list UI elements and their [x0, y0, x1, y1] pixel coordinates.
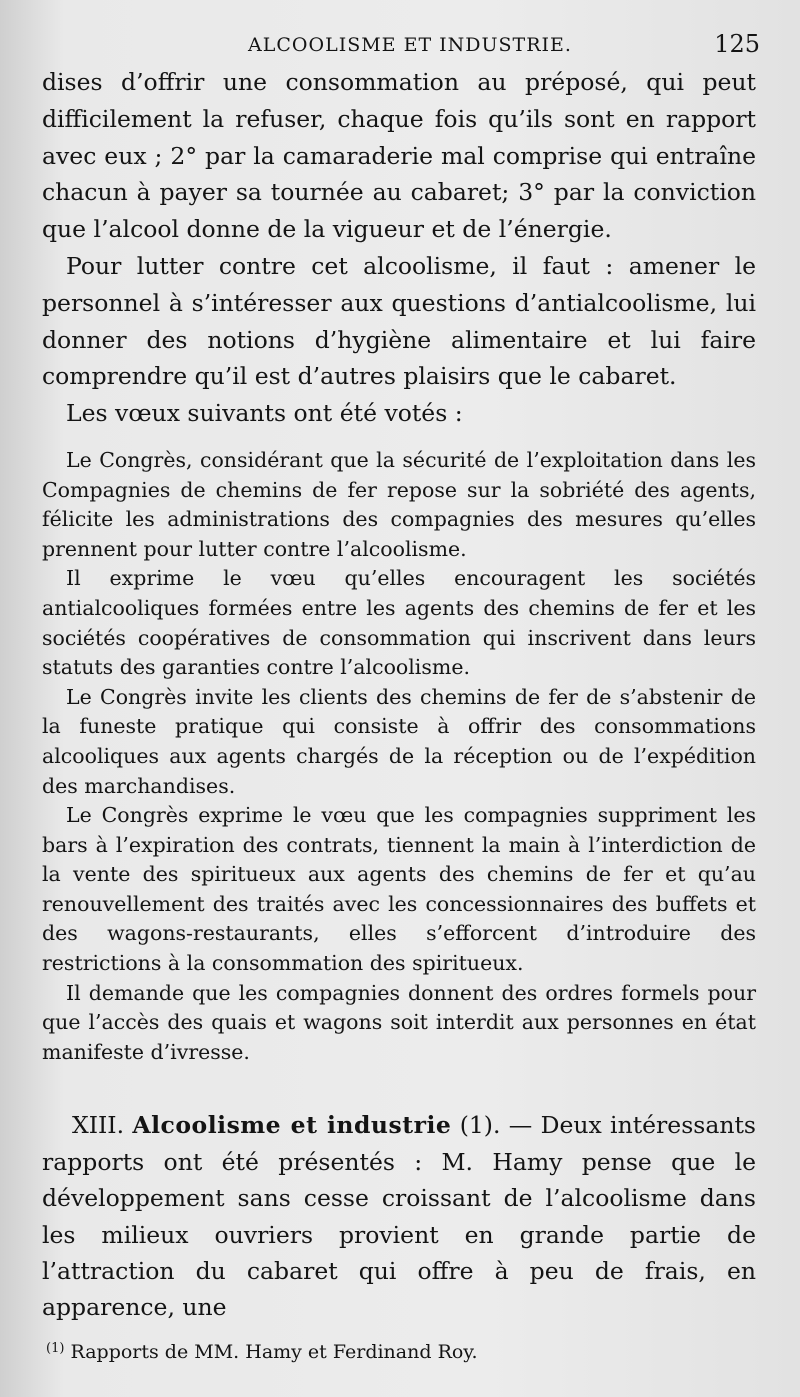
- section-xiii: [42, 1107, 756, 1325]
- resolution-item: Le Congrès, considérant que la sécurité de l’exploitation dans les Compagnies de chemins de fer repose sur la sobriété des agents, félicite les administrations des compagnies des mesures qu’elles prennent pour lutter contre l’alcoolisme.: [42, 447, 756, 561]
- resolution-item: Le Congrès invite les clients des chemins de fer de s’abstenir de la funeste pratique qui consiste à offrir des consommations alcooliques aux agents chargés de la réception ou de l’expédition des marchandises.: [42, 684, 756, 798]
- running-title: ALCOOLISME ET INDUSTRIE.: [248, 34, 572, 56]
- resolution-item: Le Congrès exprime le vœu que les compagnies suppriment les bars à l’expiration des contrats, tiennent la main à l’interdiction de la vente des spiritueux aux agents des chemins de fer et qu’au renouvellement des traités avec les concessionnaires des buffets et des wagons-restaurants, elles s’efforcent d’introduire des restrictions à la consommation des spiritueux.: [42, 803, 756, 976]
- main-text: [42, 64, 756, 432]
- section-paragraph: [42, 1107, 756, 1325]
- page-number: 125: [714, 30, 760, 58]
- resolution-item: Il demande que les compagnies donnent des ordres formels pour que l’accès des quais et wagons soit interdit aux personnes en état manifeste d’ivresse.: [42, 980, 756, 1064]
- footnote-reference: (1).: [459, 1111, 501, 1140]
- running-header: [42, 30, 760, 64]
- footnote-text: Rapports de MM. Hamy et Ferdinand Roy.: [70, 1340, 478, 1363]
- section-title: Alcoolisme et industrie: [132, 1111, 452, 1140]
- paragraph-lutter: Pour lutter contre cet alcoolisme, il faut : amener le personnel à s’intéresser aux questions d’antialcoolisme, lui donner des notions d’hygiène alimentaire et lui faire comprendre qu’il est d’autres plaisirs que le cabaret.: [42, 251, 756, 391]
- resolutions-block: [42, 446, 756, 1067]
- footnote: [46, 1336, 756, 1365]
- section-text: — Deux intéressants rapports ont été présentés : M. Hamy pense que le développement sans cesse croissant de l’alcoolisme dans les milieux ouvriers provient en grande partie de l’attraction du cabaret qui offre à peu de frais, en apparence, une: [42, 1111, 756, 1322]
- section-number: XIII.: [72, 1111, 125, 1140]
- resolution-item: Il exprime le vœu qu’elles encouragent les sociétés antialcooliques formées entre les agents des chemins de fer et les sociétés coopératives de consommation qui inscrivent dans leurs statuts des garanties contre l’alcoolisme.: [42, 566, 756, 680]
- footnote-marker: (1): [46, 1340, 65, 1356]
- paragraph-voeux-intro: Les vœux suivants ont été votés :: [66, 399, 463, 428]
- paragraph-continuation: dises d’offrir une consommation au préposé, qui peut difficilement la refuser, chaque fois qu’ils sont en rapport avec eux ; 2° par la camaraderie mal comprise qui entraîne chacun à payer sa tournée au cabaret; 3° par la conviction que l’alcool donne de la vigueur et de l’énergie.: [42, 68, 756, 244]
